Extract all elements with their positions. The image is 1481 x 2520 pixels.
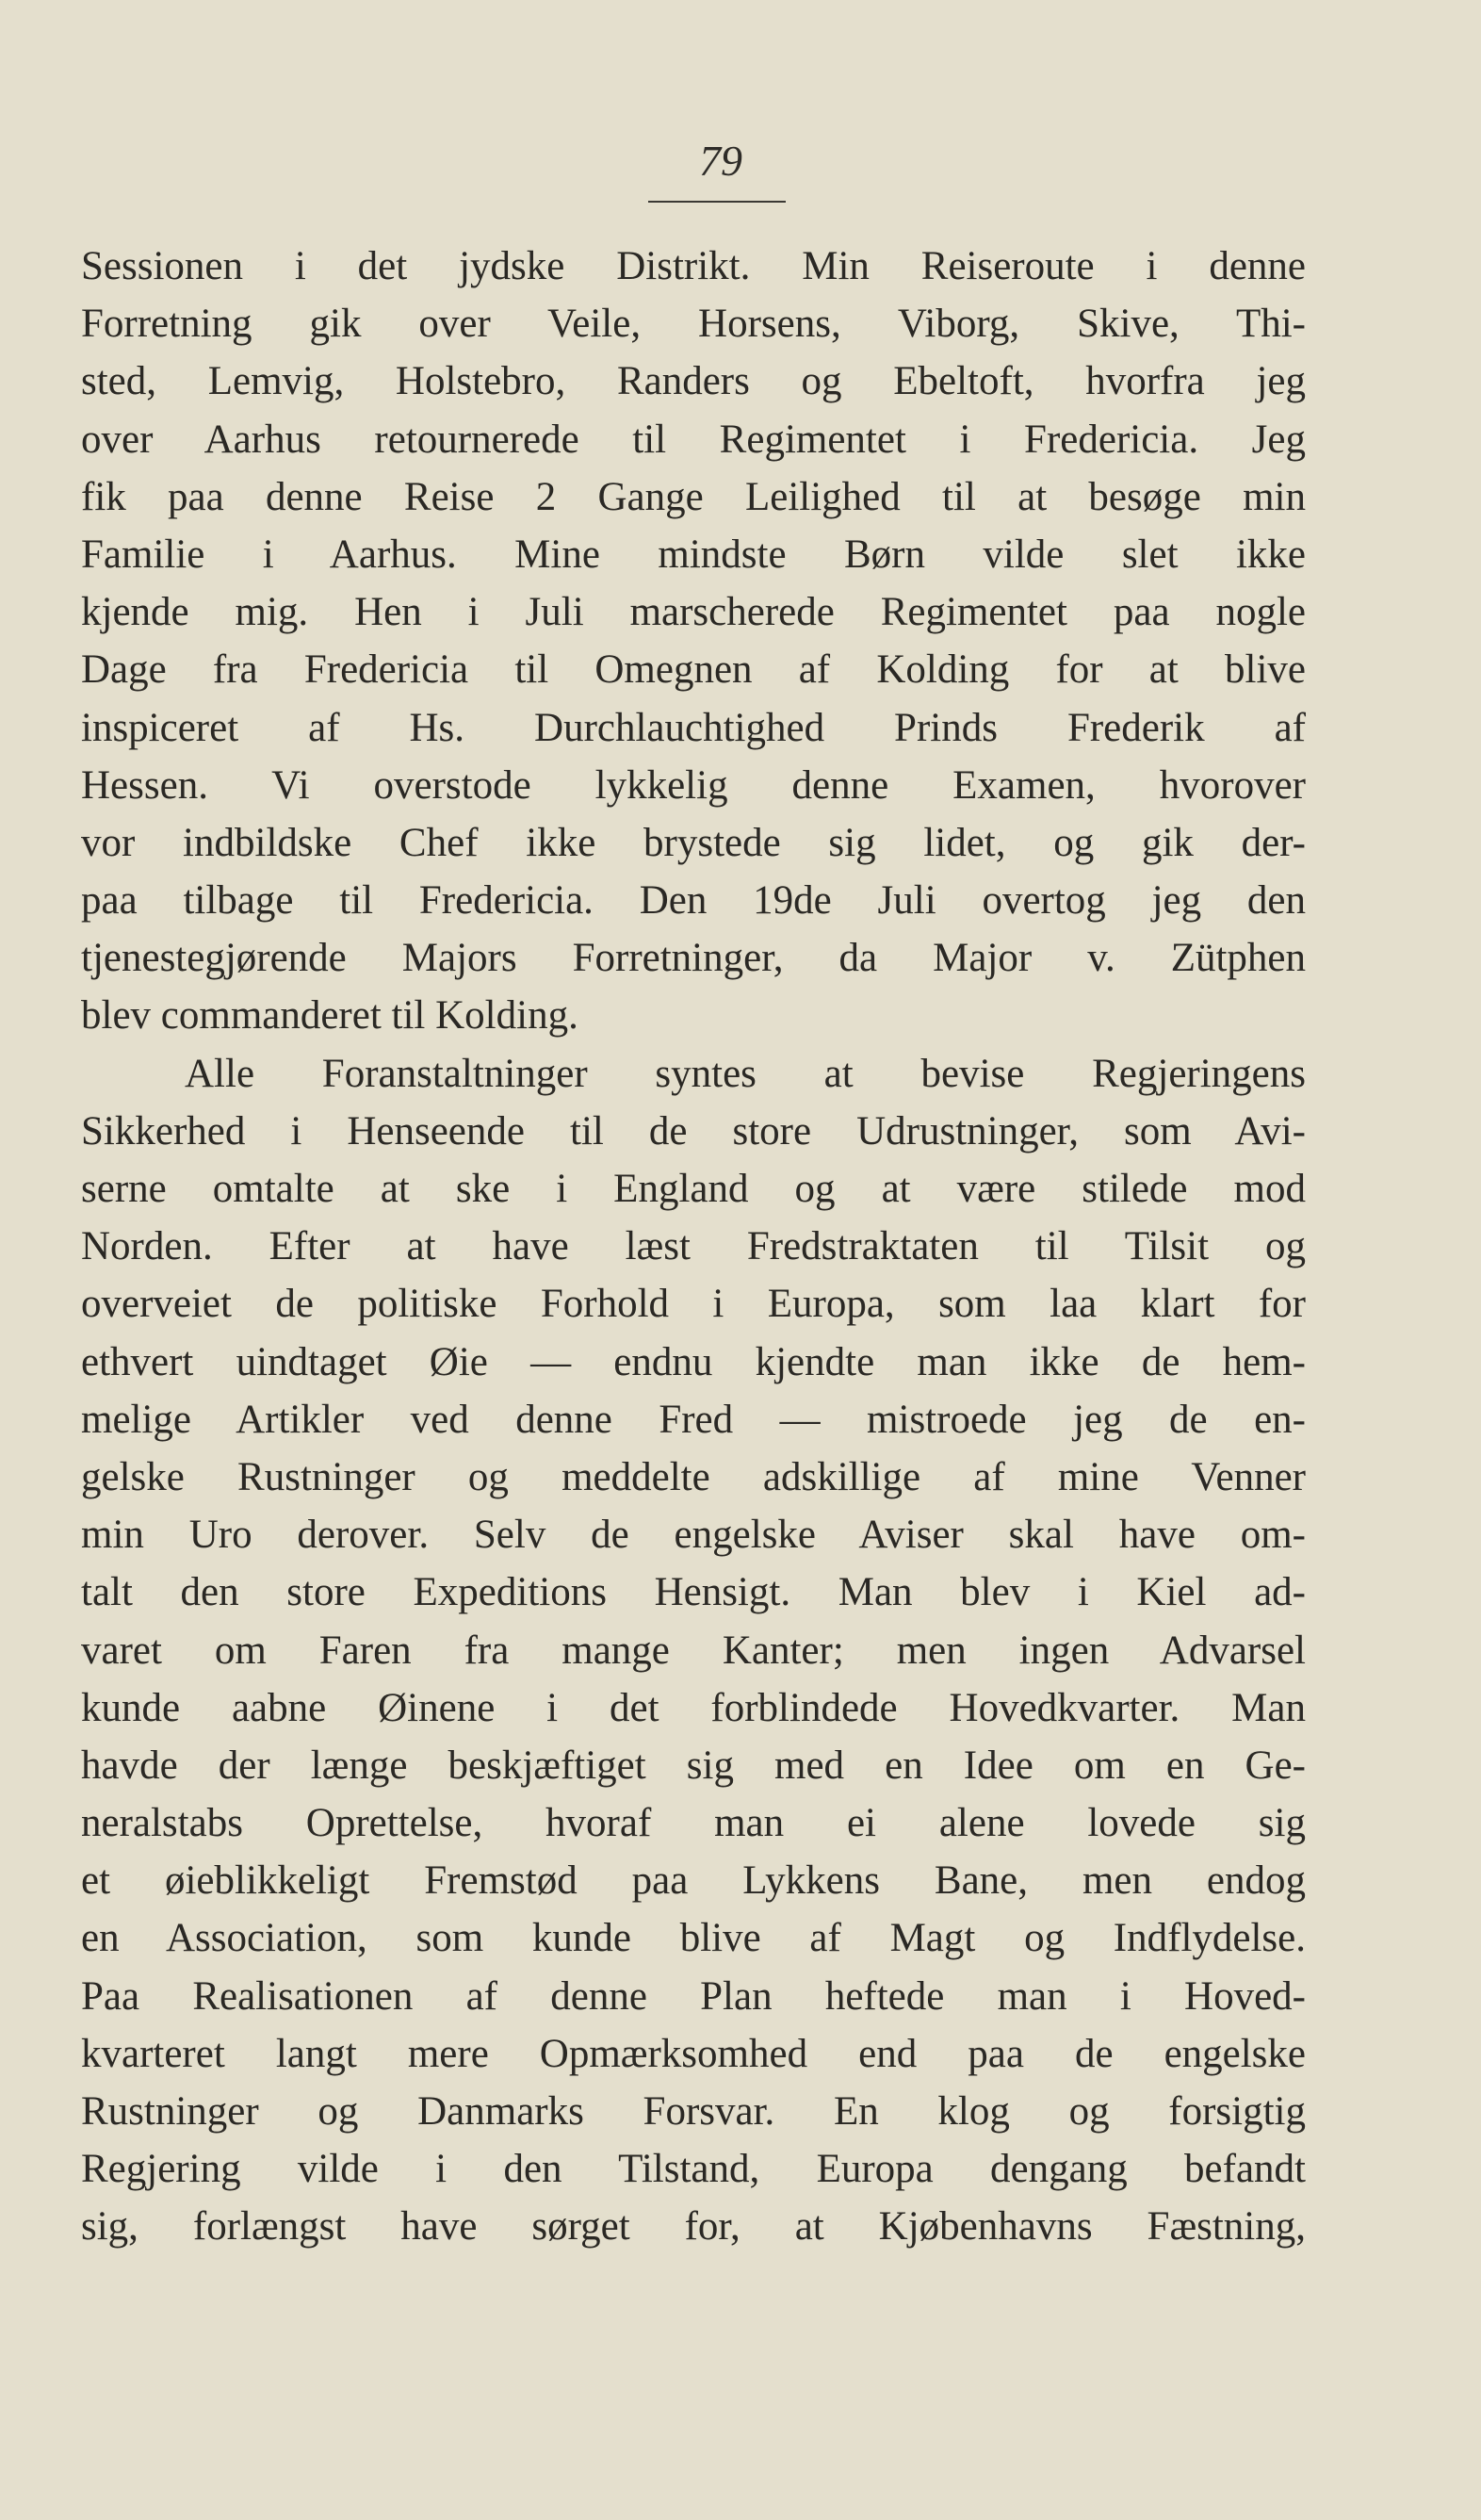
text-line: kvarteret langt mere Opmærksomhed end paa de engelske [81, 2031, 1306, 2076]
paragraph-end-line: blev commanderet til Kolding. [81, 993, 578, 1039]
text-line: Paa Realisationen af denne Plan heftede man i Hoved- [81, 1973, 1306, 2019]
text-line: havde der længe beskjæftiget sig med en Idee om en Ge- [81, 1743, 1306, 1788]
text-line: et øieblikkeligt Fremstød paa Lykkens Bane, men endog [81, 1858, 1306, 1904]
body-text [81, 237, 1306, 2256]
text-line: ethvert uindtaget Øie — endnu kjendte man ikke de hem- [81, 1339, 1306, 1384]
text-line: serne omtalte at ske i England og at være stilede mod [81, 1167, 1306, 1211]
page-number-rule [648, 201, 786, 203]
text-line: Norden. Efter at have læst Fredstraktaten til Tilsit og [81, 1224, 1306, 1269]
text-line: Forretning gik over Veile, Horsens, Viborg, Skive, Thi- [81, 302, 1306, 347]
text-line: kjende mig. Hen i Juli marscherede Regimentet paa nogle [81, 590, 1306, 635]
text-line: Hessen. Vi overstode lykkelig denne Examen, hvorover [81, 762, 1306, 808]
text-line: min Uro derover. Selv de engelske Aviser skal have om- [81, 1513, 1306, 1558]
text-line: tjenestegjørende Majors Forretninger, da Major v. Zütphen [81, 936, 1306, 981]
text-line: en Association, som kunde blive af Magt og Indflydelse. [81, 1916, 1306, 1961]
text-line: Regjering vilde i den Tilstand, Europa dengang befandt [81, 2147, 1306, 2192]
text-line: sted, Lemvig, Holstebro, Randers og Ebeltoft, hvorfra jeg [81, 359, 1306, 404]
page-number: 79 [699, 137, 742, 185]
text-line: Familie i Aarhus. Mine mindste Børn vilde slet ikke [81, 532, 1306, 577]
text-line: Rustninger og Danmarks Forsvar. En klog og forsigtig [81, 2089, 1306, 2134]
text-line: talt den store Expeditions Hensigt. Man blev i Kiel ad- [81, 1570, 1306, 1615]
text-line: Dage fra Fredericia til Omegnen af Kolding for at blive [81, 647, 1306, 693]
text-line: inspiceret af Hs. Durchlauchtighed Prinds Frederik af [81, 705, 1306, 750]
text-line: sig, forlængst have sørget for, at Kjøbenhavns Fæstning, [81, 2204, 1306, 2250]
text-line: neralstabs Oprettelse, hvoraf man ei alene lovede sig [81, 1801, 1306, 1846]
text-line: paa tilbage til Fredericia. Den 19de Juli overtog jeg den [81, 878, 1306, 924]
text-line: over Aarhus retournerede til Regimentet i Fredericia. Jeg [81, 417, 1306, 462]
text-line: gelske Rustninger og meddelte adskillige af mine Venner [81, 1454, 1306, 1499]
text-line: overveiet de politiske Forhold i Europa, som laa klart for [81, 1282, 1306, 1327]
text-line: melige Artikler ved denne Fred — mistroede jeg de en- [81, 1397, 1306, 1442]
text-line: Sikkerhed i Henseende til de store Udrustninger, som Avi- [81, 1108, 1306, 1154]
text-line: vor indbildske Chef ikke brystede sig lidet, og gik der- [81, 820, 1306, 865]
text-line: fik paa denne Reise 2 Gange Leilighed til at besøge min [81, 474, 1306, 519]
text-line: Sessionen i det jydske Distrikt. Min Reiseroute i denne [81, 244, 1306, 288]
text-line: varet om Faren fra mange Kanter; men ingen Advarsel [81, 1628, 1306, 1673]
text-line: kunde aabne Øinene i det forblindede Hovedkvarter. Man [81, 1685, 1306, 1730]
paragraph-start-line: Alle Foranstaltninger syntes at bevise Regjeringens [185, 1051, 1306, 1096]
